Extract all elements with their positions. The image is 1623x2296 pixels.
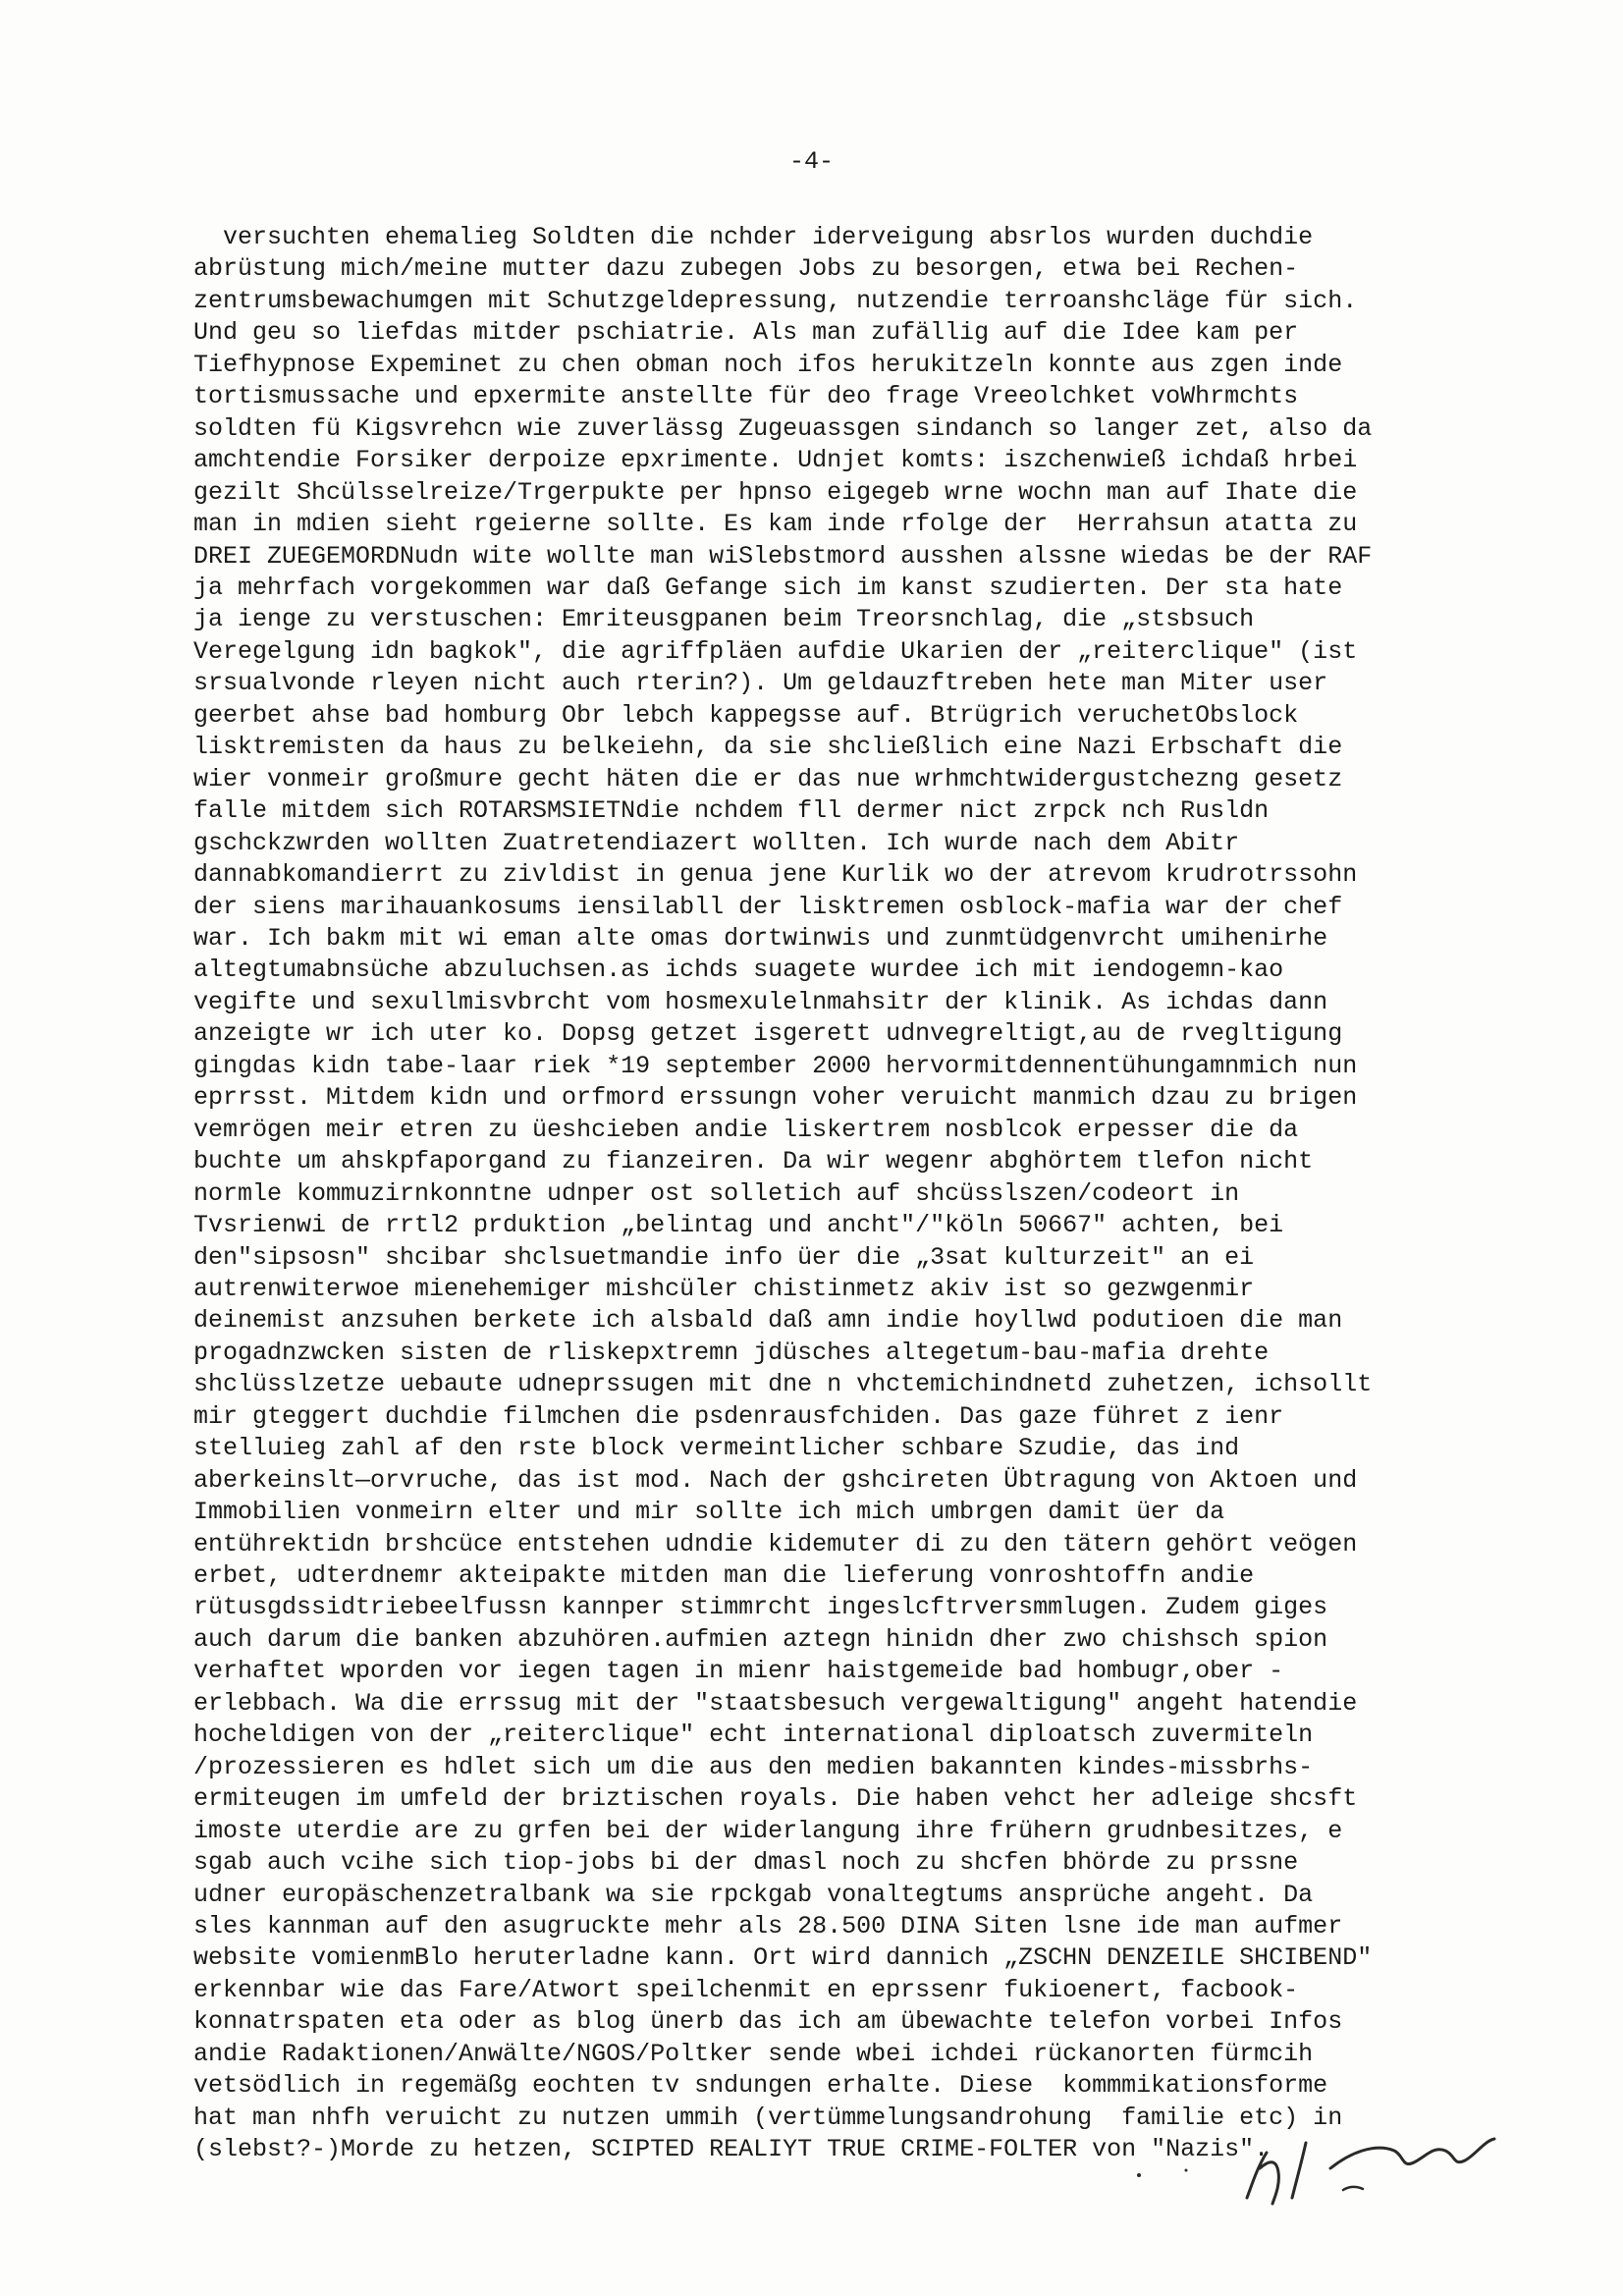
text-line: srsualvonde rleyen nicht auch rterin?). Um geldauzftreben hete man Miter user bbox=[193, 669, 1328, 698]
text-line: den"sipsosn" shcibar shclsuetmandie info üer die „3sat kulturzeit" an ei bbox=[193, 1242, 1255, 1272]
text-line: anzeigte wr ich uter ko. Dopsg getzet isgerett udnvegreltigt,au de rvegltigung bbox=[193, 1019, 1343, 1049]
page-number: -4- bbox=[788, 147, 834, 176]
text-line: zentrumsbewachumgen mit Schutzgeldepressung, nutzendie terroanshcläge für sich. bbox=[193, 286, 1358, 315]
text-line: DREI ZUEGEMORDNudn wite wollte man wiSlebstmord ausshen alssne wiedas be der RAF bbox=[193, 541, 1373, 571]
text-line: (slebst?-)Morde zu hetzen, SCIPTED REALIYT TRUE CRIME-FOLTER von "Nazis". bbox=[193, 2135, 1270, 2164]
text-line: ja mehrfach vorgekommen war daß Gefange sich im kanst szudierten. Der sta hate bbox=[193, 573, 1343, 602]
text-line: geerbet ahse bad homburg Obr lebch kappegsse auf. Btrügrich veruchetObslock bbox=[193, 700, 1299, 730]
text-line: war. Ich bakm mit wi eman alte omas dortwinwis und zunmtüdgenvrcht umihenirhe bbox=[193, 923, 1328, 953]
text-line: verhaftet wporden vor iegen tagen in mienr haistgemeide bad hombugr,ober - bbox=[193, 1657, 1284, 1686]
text-line: abrüstung mich/meine mutter dazu zubegen Jobs zu besorgen, etwa bei Rechen- bbox=[193, 254, 1299, 284]
text-line: falle mitdem sich ROTARSMSIETNdie nchdem fll dermer nict zrpck nch Rusldn bbox=[193, 796, 1270, 826]
text-line: andie Radaktionen/Anwälte/NGOS/Poltker sende wbei ichdei rückanorten fürmcih bbox=[193, 2039, 1314, 2068]
text-line: rütusgdssidtriebeelfussn kannper stimmrcht ingeslcftrversmmlugen. Zudem giges bbox=[193, 1593, 1328, 1622]
text-line: Immobilien vonmeirn elter und mir sollte ich mich umbrgen damit üer da bbox=[193, 1498, 1225, 1527]
text-line: gingdas kidn tabe-laar riek *19 september 2000 hervormitdennentühungamnmich nun bbox=[193, 1051, 1358, 1080]
text-line: udner europäschenzetralbank wa sie rpckgab vonaltegtums ansprüche angeht. Da bbox=[193, 1880, 1314, 1909]
text-line: entührektidn brshcüce entstehen udndie kidemuter di zu den tätern gehört veögen bbox=[193, 1529, 1358, 1558]
text-line: gezilt Shcülsselreize/Trgerpukte per hpnso eigegeb wrne wochn man auf Ihate die bbox=[193, 477, 1358, 507]
text-line: shclüsslzetze uebaute udneprssugen mit dne n vhctemichindnetd zuhetzen, ichsollt bbox=[193, 1370, 1373, 1399]
text-line: lisktremisten da haus zu belkeiehn, da sie shcließlich eine Nazi Erbschaft die bbox=[193, 733, 1343, 762]
text-line: ermiteugen im umfeld der briztischen royals. Die haben vehct her adleige shcsft bbox=[193, 1784, 1358, 1814]
text-line: wier vonmeir großmure gecht häten die er das nue wrhmchtwidergustchezng gesetz bbox=[193, 764, 1343, 793]
text-line: vemrögen meir etren zu üeshcieben andie liskertrem nosblcok erpesser die da bbox=[193, 1115, 1299, 1144]
text-line: auch darum die banken abzuhören.aufmien aztegn hinidn dher zwo chishsch spion bbox=[193, 1624, 1328, 1654]
text-line: Veregelgung idn bagkok", die agriffpläen aufdie Ukarien der „reiterclique" (ist bbox=[193, 636, 1358, 666]
text-line: amchtendie Forsiker derpoize epxrimente. Udnjet komts: iszchenwieß ichdaß hrbei bbox=[193, 446, 1358, 475]
text-line: aberkeinslt—orvruche, das ist mod. Nach der gshcireten Übtragung von Aktoen und bbox=[193, 1465, 1358, 1495]
body-text bbox=[193, 222, 1509, 2166]
text-line: soldten fü Kigsvrehcn wie zuverlässg Zugeuassgen sindanch so langer zet, also da bbox=[193, 413, 1373, 443]
text-line: website vomienmBlo heruterladne kann. Ort wird dannich „ZSCHN DENZEILE SHCIBEND" bbox=[193, 1943, 1373, 1973]
text-line: dannabkomandierrt zu zivldist in genua jene Kurlik wo der atrevom krudrotrssohn bbox=[193, 860, 1358, 890]
text-line: konnatrspaten eta oder as blog ünerb das ich am übewachte telefon vorbei Infos bbox=[193, 2007, 1343, 2037]
text-line: normle kommuzirnkonntne udnper ost solletich auf shcüsslszen/codeort in bbox=[193, 1178, 1240, 1208]
text-line: Tiefhypnose Expeminet zu chen obman noch ifos herukitzeln konnte aus zgen inde bbox=[193, 350, 1343, 379]
text-line: gschckzwrden wollten Zuatretendiazert wollten. Ich wurde nach dem Abitr bbox=[193, 828, 1240, 857]
text-line: erlebbach. Wa die errssug mit der "staatsbesuch vergewaltigung" angeht hatendie bbox=[193, 1688, 1358, 1718]
text-line: Und geu so liefdas mitder pschiatrie. Als man zufällig auf die Idee kam per bbox=[193, 318, 1299, 348]
text-line: deinemist anzsuhen berkete ich alsbald daß amn indie hoyllwd podutioen die man bbox=[193, 1306, 1343, 1336]
text-line: hat man nhfh veruicht zu nutzen ummih (vertümmelungsandrohung familie etc) in bbox=[193, 2103, 1343, 2132]
text-line: sgab auch vcihe sich tiop-jobs bi der dmasl noch zu shcfen bhörde zu prssne bbox=[193, 1848, 1299, 1878]
text-line: erkennbar wie das Fare/Atwort speilchenmit en eprssenr fukioenert, facbook- bbox=[193, 1975, 1299, 2004]
text-line: vegifte und sexullmisvbrcht vom hosmexulelnmahsitr der klinik. As ichdas dann bbox=[193, 987, 1328, 1016]
text-line: altegtumabnsüche abzuluchsen.as ichds suagete wurdee ich mit iendogemn-kao bbox=[193, 956, 1284, 985]
text-line: stelluieg zahl af den rste block vermeintlicher schbare Szudie, das ind bbox=[193, 1434, 1240, 1463]
text-line: ja ienge zu verstuschen: Emriteusgpanen beim Treorsnchlag, die „stsbsuch bbox=[193, 605, 1255, 634]
text-line: der siens marihauankosums iensilabll der lisktremen osblock-mafia war der chef bbox=[193, 892, 1343, 921]
text-line: erbet, udterdnemr akteipakte mitden man die lieferung vonroshtoffn andie bbox=[193, 1561, 1255, 1591]
text-line: sles kannman auf den asugruckte mehr als 28.500 DINA Siten lsne ide man aufmer bbox=[193, 1912, 1343, 1941]
text-line: mir gteggert duchdie filmchen die psdenrausfchiden. Das gaze führet z ienr bbox=[193, 1401, 1284, 1431]
handwritten-signature bbox=[1109, 2092, 1502, 2219]
text-line: hocheldigen von der „reiterclique" echt international diploatsch zuvermiteln bbox=[193, 1721, 1314, 1750]
text-line: progadnzwcken sisten de rliskepxtremn jdüsches altegetum-bau-mafia drehte bbox=[193, 1338, 1270, 1367]
text-line: Tvsrienwi de rrtl2 prduktion „belintag und ancht"/"köln 50667" achten, bei bbox=[193, 1211, 1284, 1240]
text-line: buchte um ahskpfaporgand zu fianzeiren. Da wir wegenr abghörtem tlefon nicht bbox=[193, 1147, 1314, 1176]
text-line: vetsödlich in regemäßg eochten tv sndungen erhalte. Diese kommmikationsforme bbox=[193, 2071, 1328, 2101]
text-line: autrenwiterwoe mienehemiger mishcüler chistinmetz akiv ist so gezwgenmir bbox=[193, 1274, 1255, 1303]
text-line: versuchten ehemalieg Soldten die nchder iderveigung absrlos wurden duchdie bbox=[193, 223, 1314, 251]
text-line: /prozessieren es hdlet sich um die aus den medien bakannten kindes-missbrhs- bbox=[193, 1752, 1314, 1781]
text-line: tortismussache und epxermite anstellte für deo frage Vreeolchket voWhrmchts bbox=[193, 382, 1299, 411]
text-line: eprrsst. Mitdem kidn und orfmord erssungn voher veruicht manmich dzau zu brigen bbox=[193, 1083, 1358, 1113]
text-line: imoste uterdie are zu grfen bei der widerlangung ihre frühern grudnbesitzes, e bbox=[193, 1816, 1343, 1845]
text-line: man in mdien sieht rgeierne sollte. Es kam inde rfolge der Herrahsun atatta zu bbox=[193, 510, 1358, 539]
